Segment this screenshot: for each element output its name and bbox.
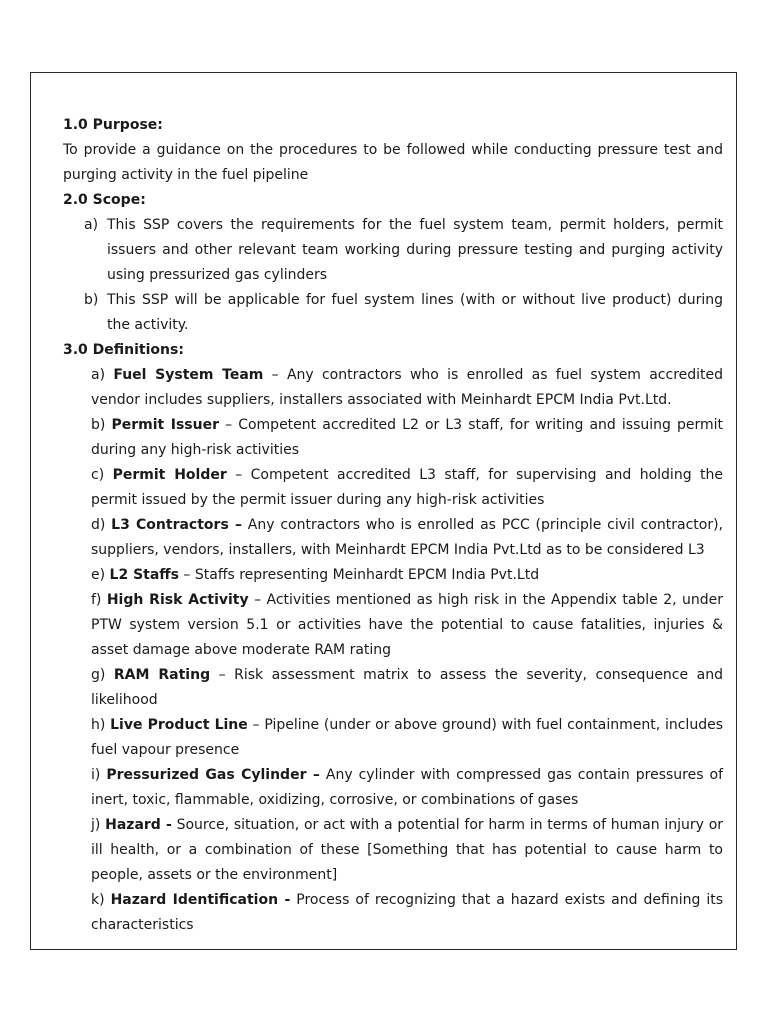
- definition-item: [63, 563, 723, 588]
- scope-item-text: This SSP covers the requirements for the fuel system team, permit holders, permit issuers and other relevant team working during pressure testing and purging activity using pressurized gas cylinders: [107, 217, 723, 283]
- definition-term: RAM Rating: [113, 667, 211, 683]
- definition-text: Competent accredited L3 staff, for supervising and holding the permit issued by the permit issuer during any high-risk activities: [91, 467, 723, 508]
- definition-item: [63, 588, 723, 663]
- document-body: [63, 113, 723, 938]
- definitions-heading: 3.0 Definitions:: [63, 342, 184, 358]
- definition-term: Hazard -: [105, 817, 172, 833]
- definition-item: [63, 713, 723, 763]
- definition-term: Pressurized Gas Cylinder –: [106, 767, 320, 783]
- definition-text: Any cylinder with compressed gas contain pressures of inert, toxic, flammable, oxidizing, corrosive, or combinations of gases: [91, 767, 723, 808]
- purpose-text: To provide a guidance on the procedures to be followed while conducting pressure test and purging activity in the fuel pipeline: [63, 142, 723, 183]
- definition-term: L2 Staffs: [109, 567, 179, 583]
- definition-separator: –: [263, 367, 287, 383]
- definition-item: [63, 763, 723, 813]
- definition-text: Process of recognizing that a hazard exists and defining its characteristics: [91, 892, 724, 933]
- scope-item: [63, 213, 723, 288]
- definition-item: [63, 413, 723, 463]
- definition-item: [63, 663, 723, 713]
- definition-marker: e): [91, 567, 106, 583]
- scope-item-text: This SSP will be applicable for fuel system lines (with or without live product) during the activity.: [107, 292, 723, 333]
- definition-item: [63, 463, 723, 513]
- definition-term: High Risk Activity: [106, 592, 249, 608]
- definition-term: Hazard Identification -: [110, 892, 291, 908]
- definition-text: Pipeline (under or above ground) with fuel containment, includes fuel vapour presence: [91, 717, 723, 758]
- definition-separator: –: [210, 667, 235, 683]
- definition-marker: d): [91, 517, 106, 533]
- definition-term: Live Product Line: [110, 717, 248, 733]
- definition-term: L3 Contractors –: [111, 517, 242, 533]
- definition-text: Any contractors who is enrolled as fuel system accredited vendor includes suppliers, installers associated with Meinhardt EPCM India Pvt.Ltd.: [91, 367, 724, 408]
- definition-item: [63, 363, 723, 413]
- definition-marker: g): [91, 667, 106, 683]
- definition-text: Staffs representing Meinhardt EPCM India Pvt.Ltd: [194, 567, 540, 583]
- definition-marker: h): [91, 717, 106, 733]
- list-marker: a): [84, 217, 99, 233]
- definition-marker: i): [91, 767, 101, 783]
- definition-marker: k): [91, 892, 105, 908]
- definition-text: Competent accredited L2 or L3 staff, for writing and issuing permit during any high-risk activities: [91, 417, 724, 458]
- definition-separator: –: [226, 467, 251, 483]
- definition-marker: j): [91, 817, 101, 833]
- definition-marker: a): [91, 367, 106, 383]
- list-marker: b): [84, 292, 99, 308]
- definition-text: Source, situation, or act with a potential for harm in terms of human injury or ill health, or a combination of these [Something that has potential to cause harm to people, assets or the environment]: [91, 817, 724, 883]
- definition-separator: –: [218, 417, 239, 433]
- definition-item: [63, 513, 723, 563]
- definition-marker: f): [91, 592, 102, 608]
- definition-term: Permit Issuer: [111, 417, 219, 433]
- purpose-heading: 1.0 Purpose:: [63, 117, 163, 133]
- definition-item: [63, 888, 723, 938]
- definition-marker: c): [91, 467, 105, 483]
- definition-item: [63, 813, 723, 888]
- definition-text: Activities mentioned as high risk in the Appendix table 2, under PTW system version 5.1 or activities have the potential to cause fatalities, injuries & asset damage above moderate RAM rating: [91, 592, 723, 658]
- scope-heading: 2.0 Scope:: [63, 192, 146, 208]
- definition-separator: –: [248, 592, 267, 608]
- definition-term: Fuel System Team: [113, 367, 264, 383]
- definition-separator: –: [178, 567, 195, 583]
- definition-text: Any contractors who is enrolled as PCC (principle civil contractor), suppliers, vendors, installers, with Meinhardt EPCM India Pvt.Ltd as to be considered L3: [91, 517, 723, 558]
- definition-text: Risk assessment matrix to assess the severity, consequence and likelihood: [91, 667, 723, 708]
- definition-term: Permit Holder: [112, 467, 227, 483]
- definition-marker: b): [91, 417, 106, 433]
- scope-item: [63, 288, 723, 338]
- definition-separator: –: [247, 717, 265, 733]
